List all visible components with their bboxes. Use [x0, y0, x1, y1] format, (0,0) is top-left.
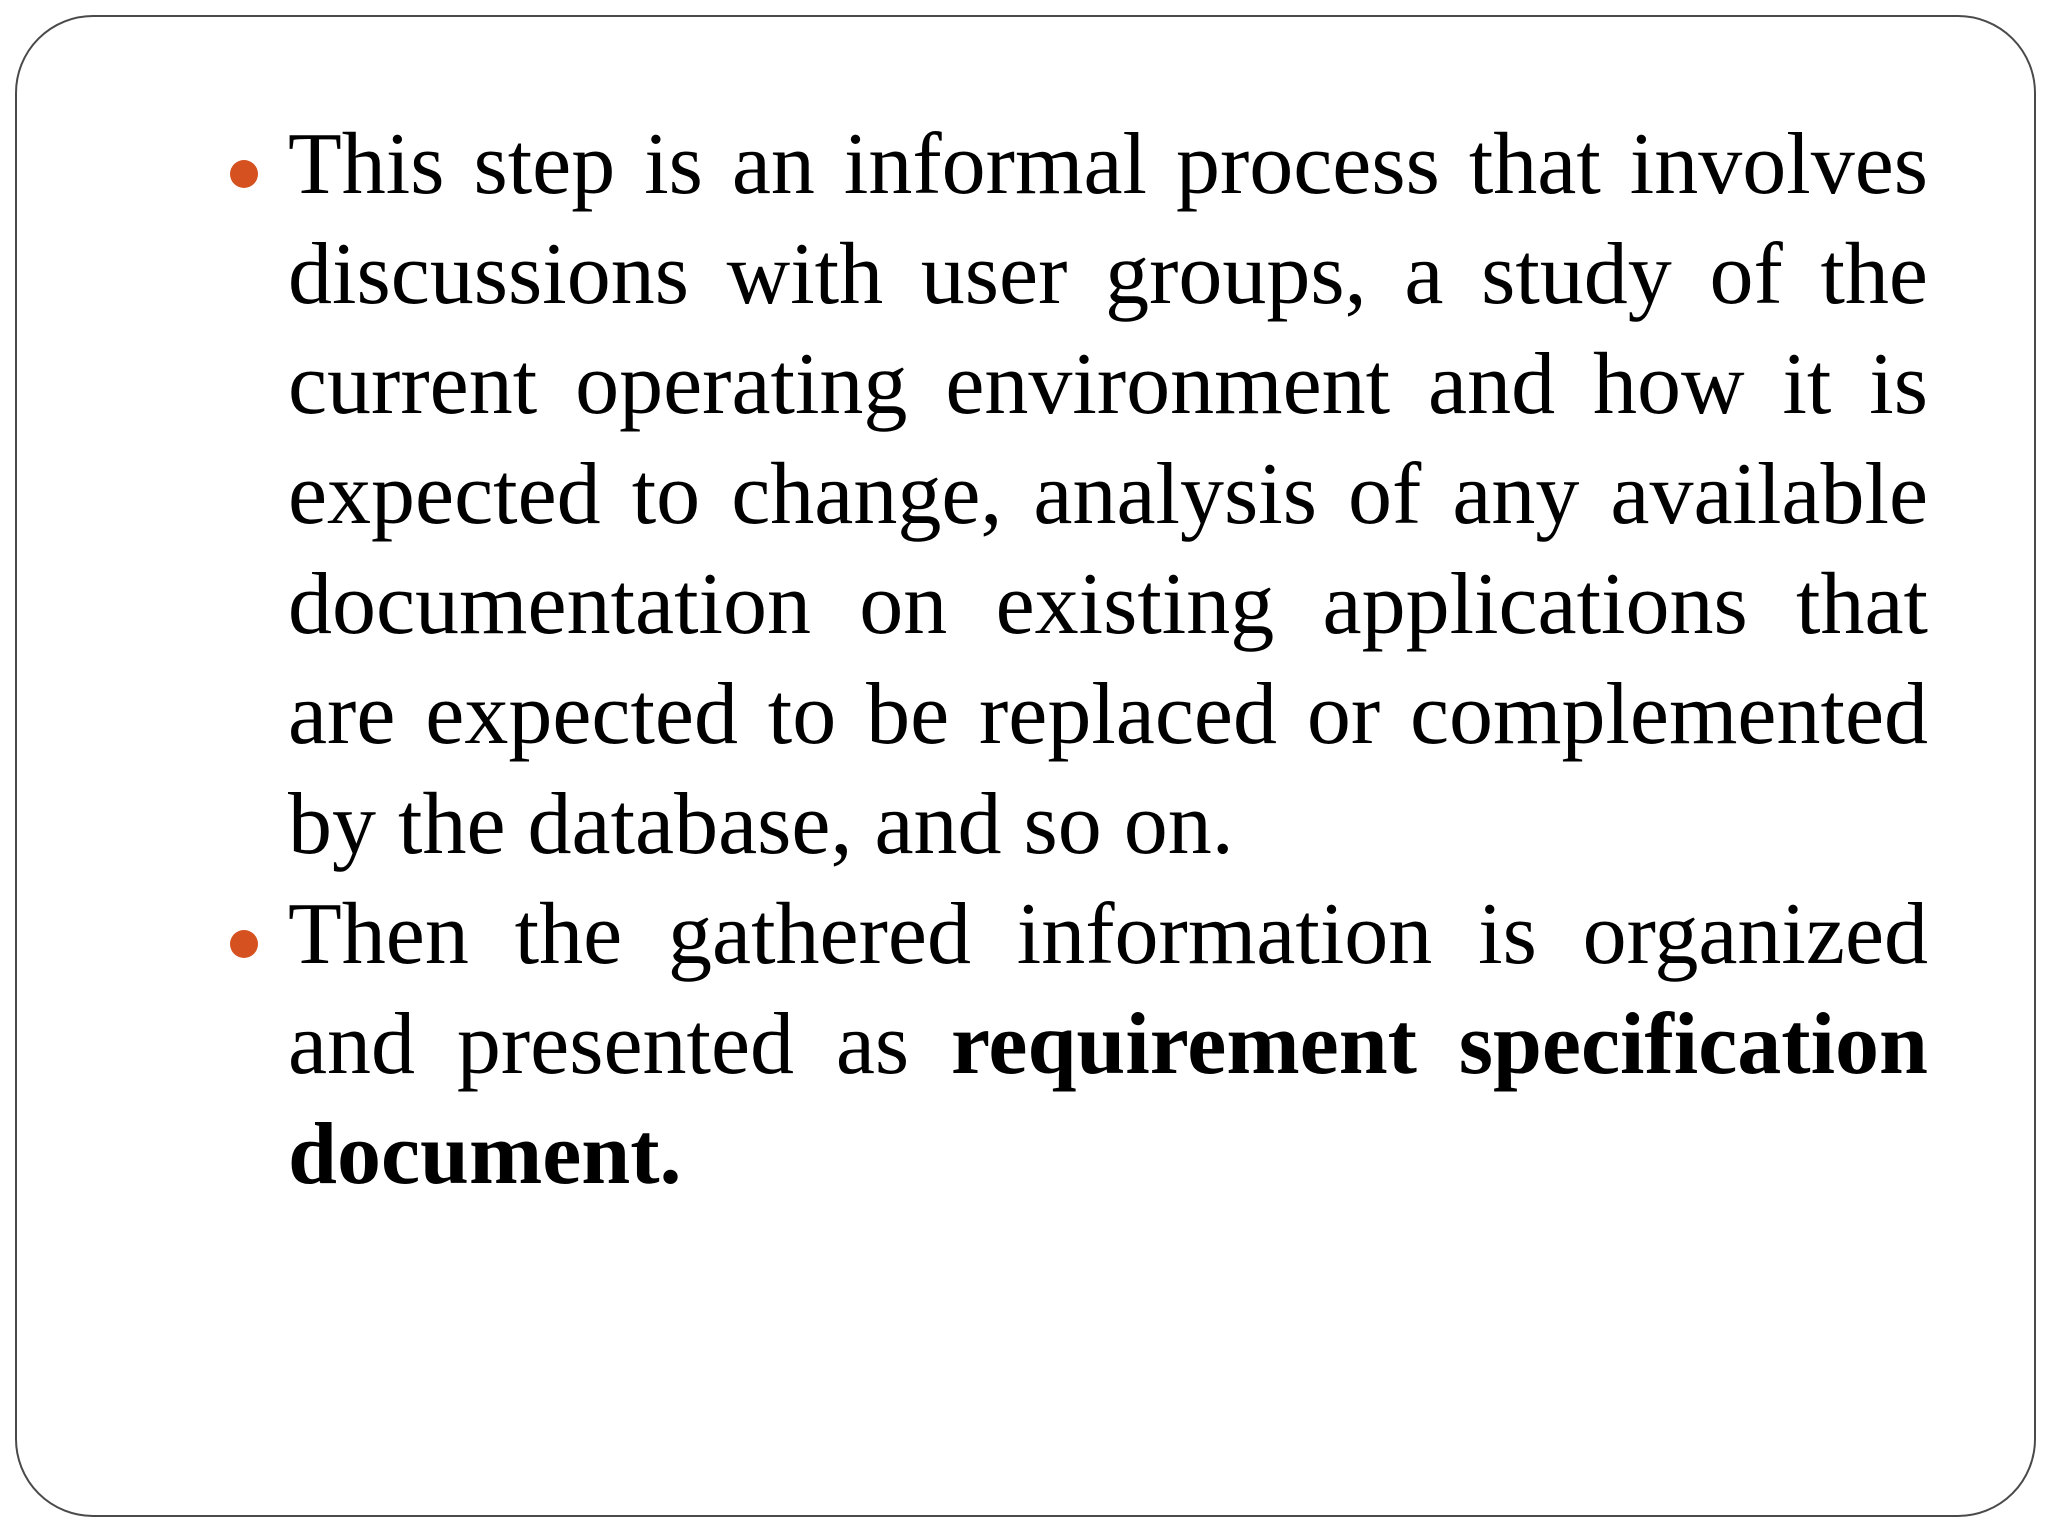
bullet-text-2	[288, 880, 1928, 1210]
bullet-text-1: This step is an informal process that involves discussions with user groups, a study of the current operating environment and how it is expected to change, analysis of any available documentation on existing applications that are expected to be replaced or complemented by the database, and so on.	[288, 116, 1928, 873]
bullet-item-1	[228, 110, 1928, 880]
bullet-item-2	[228, 880, 1928, 1210]
bullet-text-2-prefix: Then the gathered information is organized and presented as	[288, 886, 1928, 1093]
bullet-dot-icon	[230, 930, 258, 958]
bullet-list	[228, 110, 1928, 1210]
bullet-text-2-bold: requirement specification document.	[288, 996, 1928, 1203]
bullet-dot-icon	[230, 160, 258, 188]
